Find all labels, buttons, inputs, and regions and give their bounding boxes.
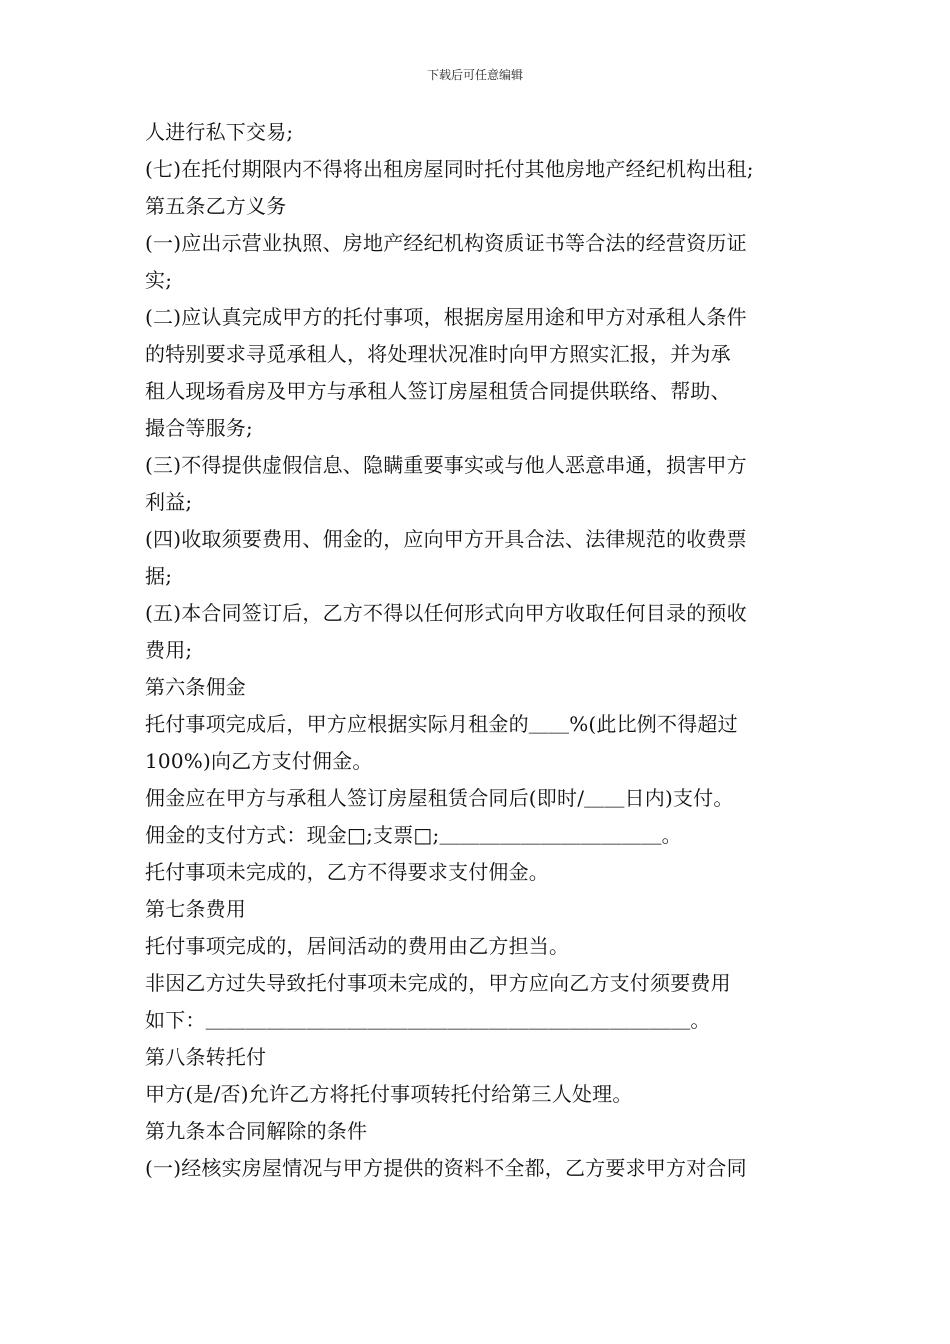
text-line: (四)收取须要费用、佣金的，应向甲方开具合法、法律规范的收费票: [145, 527, 747, 551]
section-heading: 第九条本合同解除的条件: [145, 1119, 368, 1143]
text-line: 租人现场看房及甲方与承租人签订房屋租赁合同提供联络、帮助、: [145, 379, 731, 403]
text-line: (一)经核实房屋情况与甲方提供的资料不全都，乙方要求甲方对合同: [145, 1156, 747, 1180]
text-line: (七)在托付期限内不得将出租房屋同时托付其他房地产经纪机构出租;: [145, 157, 754, 181]
text-line: 实;: [145, 268, 173, 292]
text-line: 如下：＿＿＿＿＿＿＿＿＿＿＿＿＿＿＿＿＿＿＿＿＿＿＿＿。: [145, 1008, 711, 1032]
text-line: 的特别要求寻觅承租人，将处理状况准时向甲方照实汇报，并为承: [145, 342, 731, 366]
text-line: (五)本合同签订后，乙方不得以任何形式向甲方收取任何目录的预收: [145, 601, 747, 625]
text-line: 托付事项完成后，甲方应根据实际月租金的＿＿%(此比例不得超过: [145, 712, 738, 736]
text-line: 人进行私下交易;: [145, 120, 294, 144]
section-heading: 第六条佣金: [145, 675, 246, 699]
section-heading: 第五条乙方义务: [145, 194, 287, 218]
text-line: 撮合等服务;: [145, 416, 253, 440]
section-heading: 第七条费用: [145, 897, 246, 921]
text-line: 100%)向乙方支付佣金。: [145, 749, 373, 773]
text-line: 托付事项未完成的，乙方不得要求支付佣金。: [145, 860, 549, 884]
text-line: (二)应认真完成甲方的托付事项，根据房屋用途和甲方对承租人条件: [145, 305, 747, 329]
page-header: 下载后可任意编辑: [426, 68, 523, 82]
text-line: 利益;: [145, 490, 193, 514]
document-body: [145, 114, 815, 1187]
text-line: 甲方(是/否)允许乙方将托付事项转托付给第三人处理。: [145, 1082, 633, 1106]
text-line: 佣金应在甲方与承租人签订房屋租赁合同后(即时/＿＿日内)支付。: [145, 786, 734, 810]
text-line: (三)不得提供虚假信息、隐瞒重要事实或与他人恶意串通，损害甲方: [145, 453, 747, 477]
text-line: (一)应出示营业执照、房地产经纪机构资质证书等合法的经营资历证: [145, 231, 747, 255]
section-heading: 第八条转托付: [145, 1045, 267, 1069]
text-line: 托付事项完成的，居间活动的费用由乙方担当。: [145, 934, 570, 958]
text-line: 非因乙方过失导致托付事项未完成的，甲方应向乙方支付须要费用: [145, 971, 731, 995]
text-line: 佣金的支付方式：现金□;支票□;＿＿＿＿＿＿＿＿＿＿＿。: [145, 823, 682, 847]
text-line: 据;: [145, 564, 173, 588]
text-line: 费用;: [145, 638, 193, 662]
